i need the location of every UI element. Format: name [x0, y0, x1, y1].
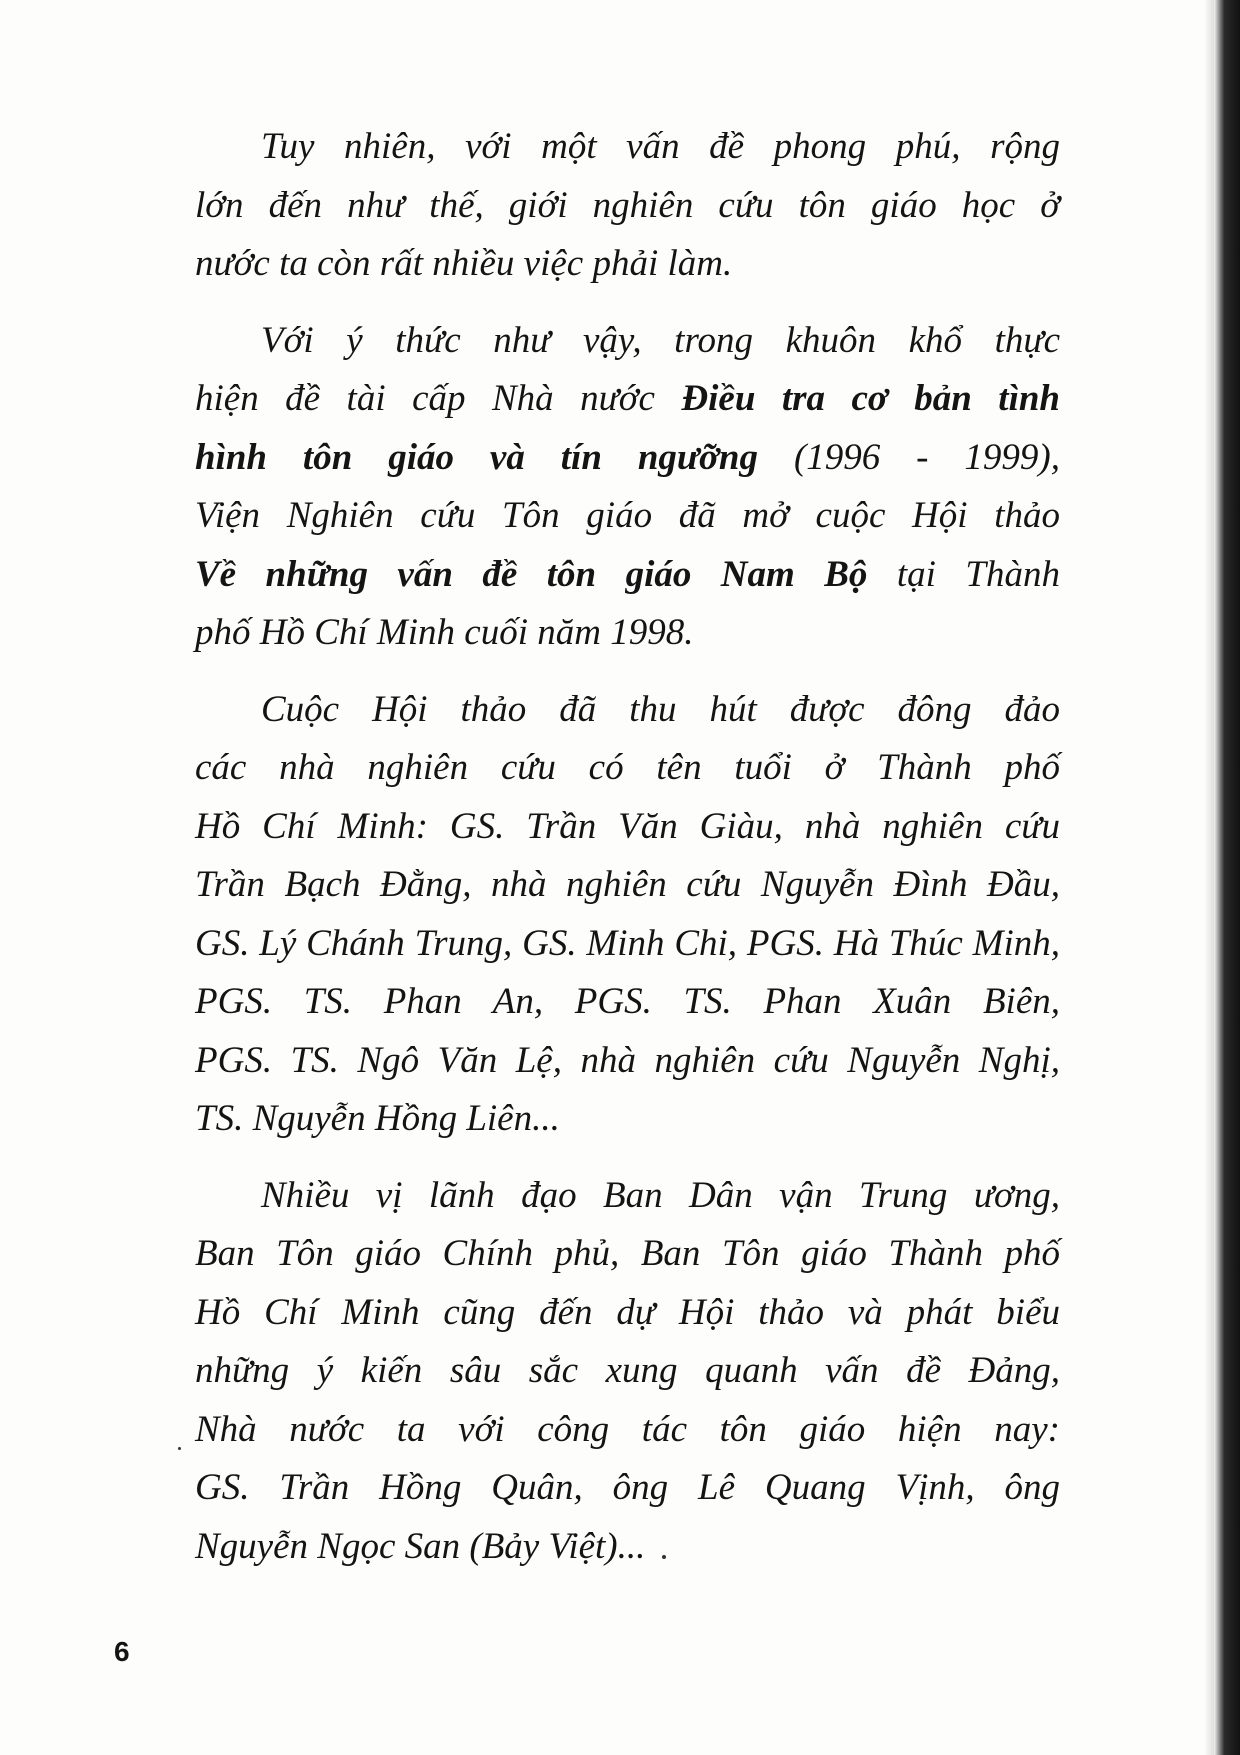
text-run: các nhà nghiên cứu có tên tuổi ở Thành phố	[195, 747, 1060, 788]
scan-speck	[662, 1555, 666, 1559]
text-run: nước ta còn rất nhiều việc phải làm.	[195, 243, 733, 284]
text-line	[195, 1459, 1060, 1518]
text-line	[195, 235, 1060, 294]
bold-title-run: Về những vấn đề tôn giáo Nam Bộ	[195, 553, 868, 595]
text-run: Nguyễn Ngọc San (Bảy Việt)...	[195, 1525, 646, 1567]
paragraph	[195, 1167, 1060, 1577]
text-run: phố Hồ Chí Minh cuối năm 1998.	[195, 612, 694, 653]
text-run: Nhiều vị lãnh đạo Ban Dân vận Trung ương,	[261, 1174, 1060, 1216]
scan-shadow	[1204, 0, 1214, 1755]
text-run: lớn đến như thế, giới nghiên cứu tôn giáo học ở	[195, 184, 1060, 226]
text-line	[195, 915, 1060, 974]
text-line	[195, 487, 1060, 546]
text-line	[195, 973, 1060, 1032]
text-line	[195, 118, 1060, 177]
text-run: Nhà nước ta với công tác tôn giáo hiện nay:	[195, 1408, 1060, 1450]
text-run: Hồ Chí Minh cũng đến dự Hội thảo và phát biểu	[195, 1291, 1060, 1333]
text-line	[195, 1225, 1060, 1284]
text-run: Cuộc Hội thảo đã thu hút được đông đảo	[261, 688, 1060, 730]
paragraph	[195, 681, 1060, 1149]
page-number: 6	[114, 1636, 130, 1667]
scan-edge	[1214, 0, 1240, 1755]
text-line	[195, 739, 1060, 798]
text-line	[195, 177, 1060, 236]
text-run: TS. Nguyễn Hồng Liên...	[195, 1098, 560, 1139]
text-run: Với ý thức như vậy, trong khuôn khổ thực	[261, 319, 1060, 361]
text-line	[195, 429, 1060, 488]
text-run: Hồ Chí Minh: GS. Trần Văn Giàu, nhà nghiên cứu	[195, 805, 1060, 847]
text-run: (1996 - 1999),	[758, 436, 1061, 478]
paragraph	[195, 118, 1060, 294]
text-line	[195, 604, 1060, 663]
text-line	[195, 1518, 1060, 1577]
text-run: hiện đề tài cấp Nhà nước	[195, 378, 682, 419]
text-line	[195, 370, 1060, 429]
text-line	[195, 546, 1060, 605]
text-run: Trần Bạch Đằng, nhà nghiên cứu Nguyễn Đình Đầu,	[195, 864, 1060, 905]
text-run: PGS. TS. Ngô Văn Lệ, nhà nghiên cứu Nguyễn Nghị,	[195, 1039, 1060, 1081]
text-run: GS. Trần Hồng Quân, ông Lê Quang Vịnh, ông	[195, 1467, 1060, 1508]
text-line	[195, 1401, 1060, 1460]
text-line	[195, 312, 1060, 371]
text-line	[195, 1090, 1060, 1149]
text-run: PGS. TS. Phan An, PGS. TS. Phan Xuân Biên,	[195, 981, 1060, 1022]
text-line	[195, 681, 1060, 740]
text-run: Tuy nhiên, với một vấn đề phong phú, rộng	[261, 126, 1060, 167]
bold-title-run: Điều tra cơ bản tình	[681, 378, 1060, 419]
text-run: tại Thành	[867, 553, 1060, 595]
text-run: GS. Lý Chánh Trung, GS. Minh Chi, PGS. Hà Thúc Minh,	[195, 922, 1060, 964]
paragraph	[195, 312, 1060, 663]
text-line	[195, 1032, 1060, 1091]
text-line	[195, 798, 1060, 857]
text-run: những ý kiến sâu sắc xung quanh vấn đề Đảng,	[195, 1350, 1060, 1391]
text-run: Ban Tôn giáo Chính phủ, Ban Tôn giáo Thành phố	[195, 1233, 1060, 1274]
text-line	[195, 1342, 1060, 1401]
text-line	[195, 1284, 1060, 1343]
page-body-text	[195, 118, 1060, 1594]
text-line	[195, 856, 1060, 915]
bold-title-run: hình tôn giáo và tín ngưỡng	[195, 436, 759, 478]
text-line	[195, 1167, 1060, 1226]
text-run: Viện Nghiên cứu Tôn giáo đã mở cuộc Hội thảo	[195, 495, 1060, 536]
scan-speck	[178, 1447, 181, 1450]
